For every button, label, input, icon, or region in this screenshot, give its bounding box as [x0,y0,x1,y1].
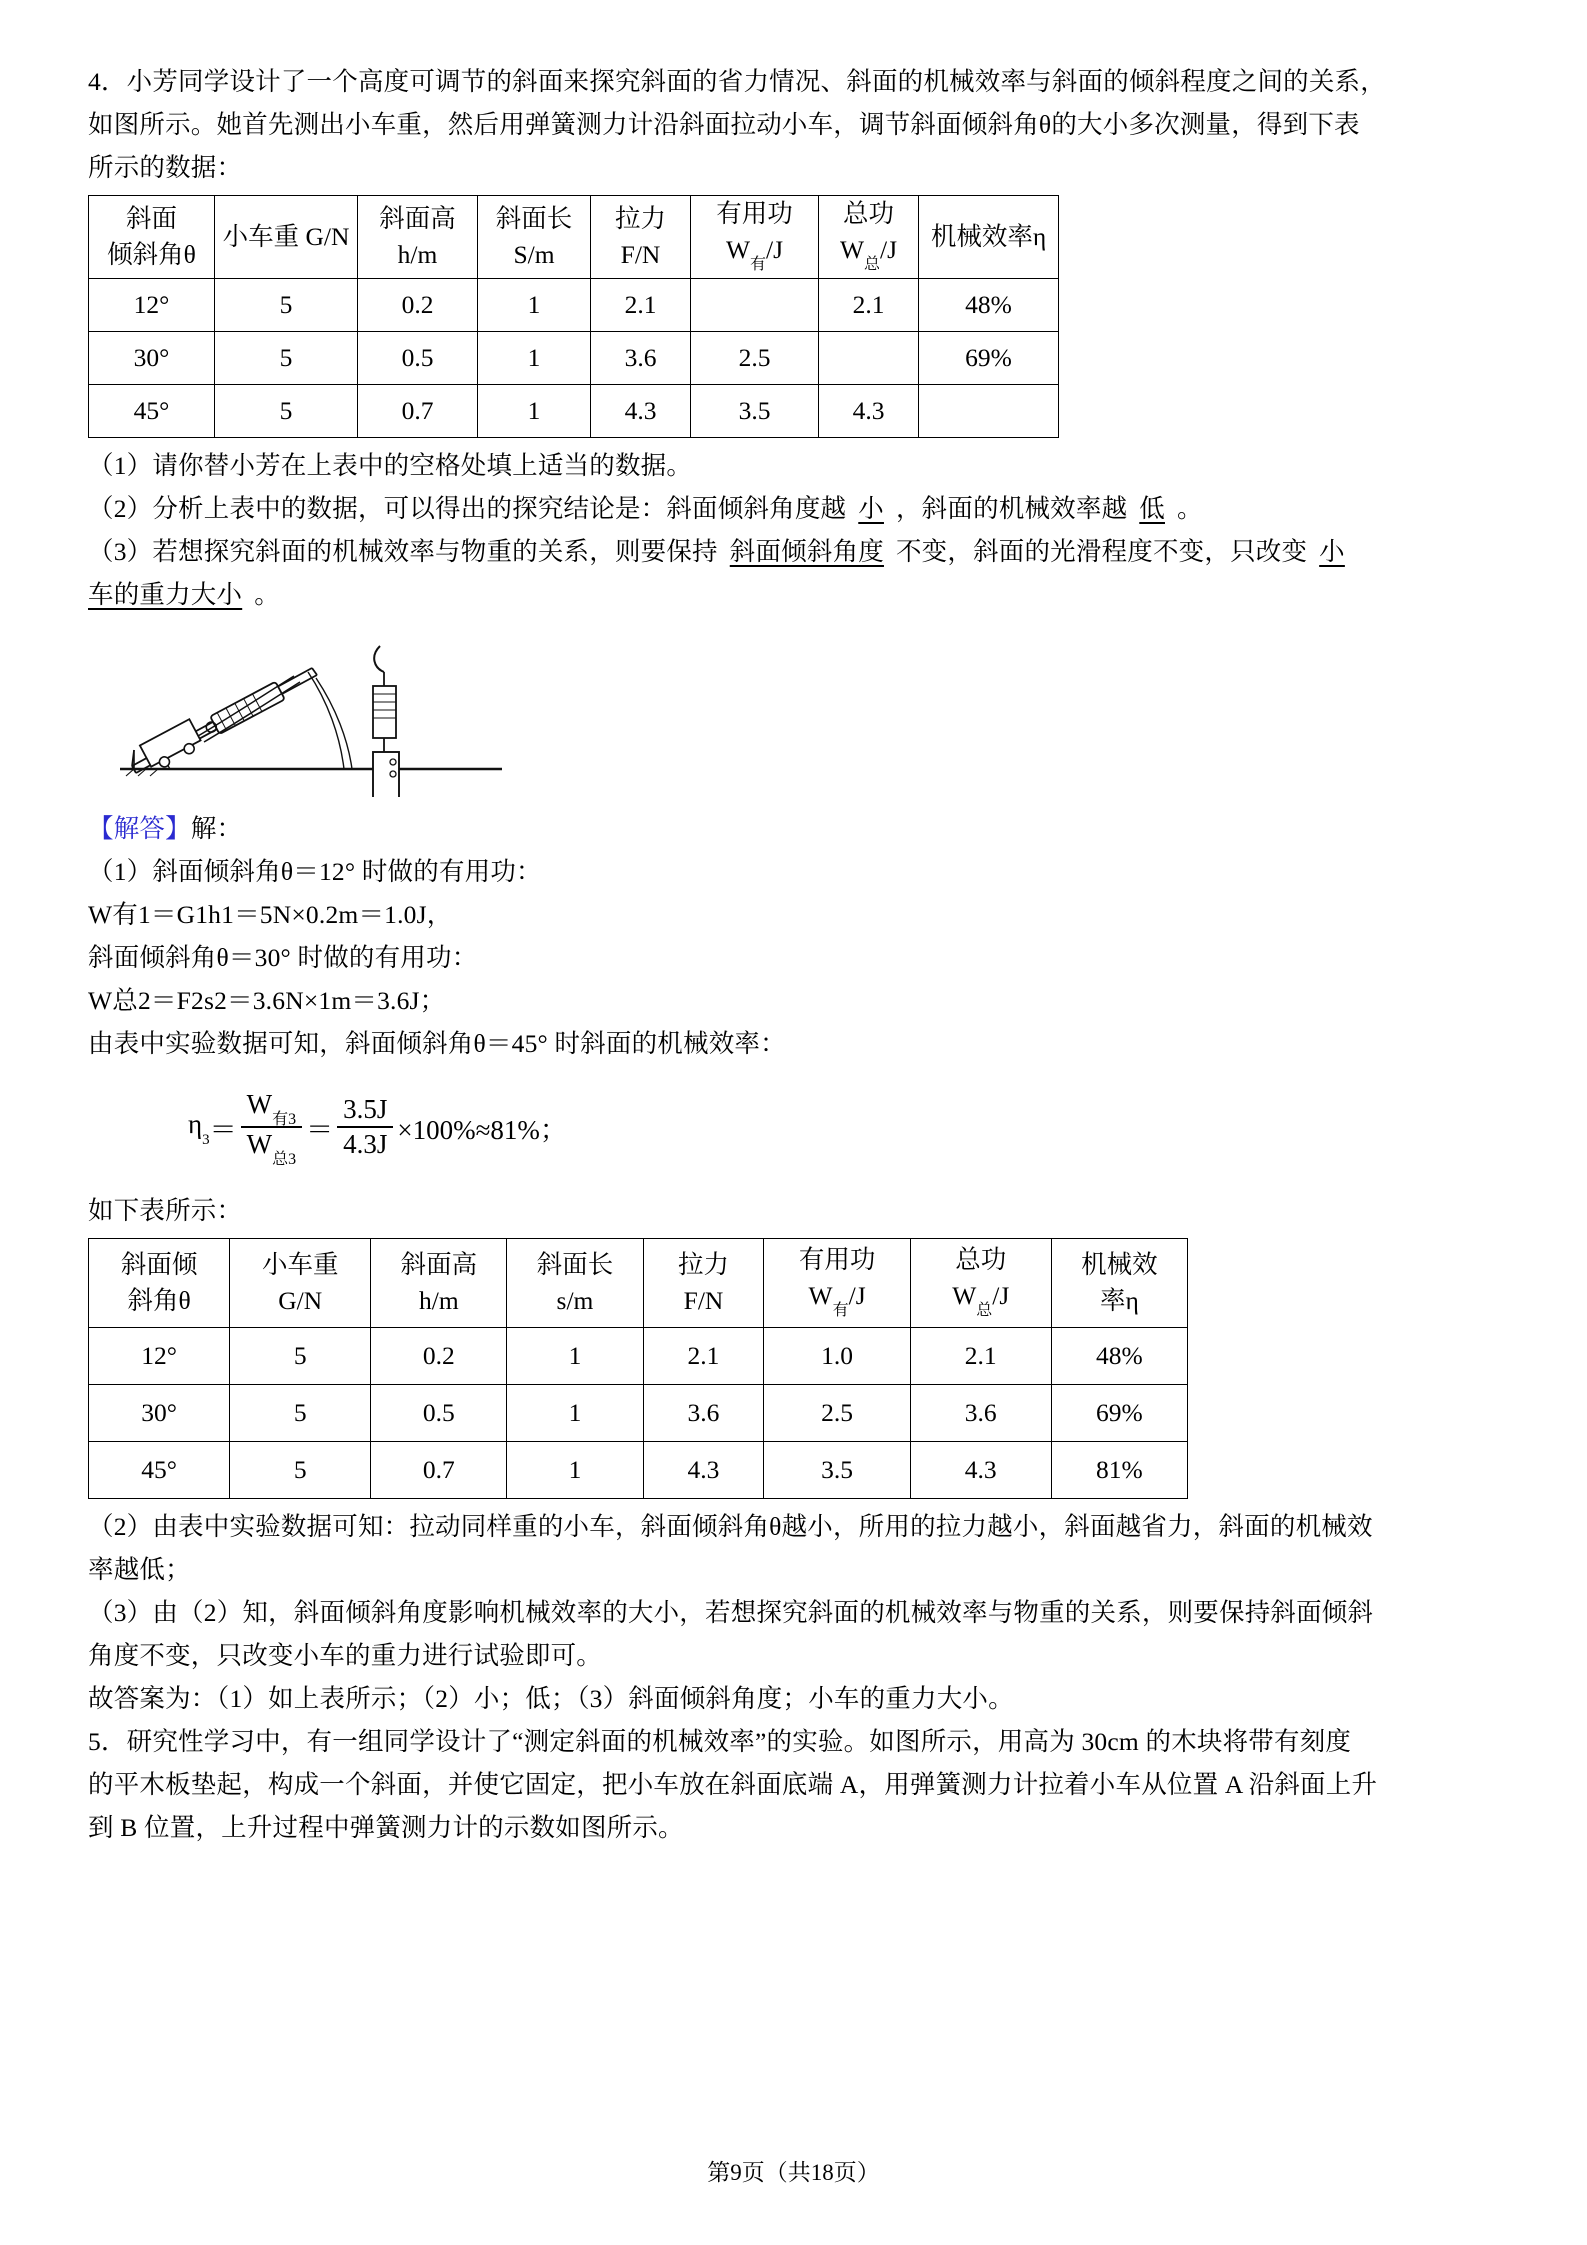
table-1-col-total-work: 总功 $W_总/J$ [819,196,919,279]
table-row [89,385,1059,438]
table-row [89,279,1059,332]
problem-4-stem-line-3: 所示的数据： [88,153,243,182]
q2-prefix: （2）分析上表中的数据，可以得出的探究结论是：斜面倾斜角度越 [88,494,847,524]
table-cell: 1 [507,1328,643,1385]
table-cell: 2.1 [910,1328,1051,1385]
table-cell: 0.5 [371,1385,507,1442]
table-cell: 48% [1051,1328,1187,1385]
table-cell-blank [819,332,919,385]
problem-4-stem-text-1: 小芳同学设计了一个高度可调节的斜面来探究斜面的省力情况、斜面的机械效率与斜面的倾斜程度之间的关系， [126,67,1386,96]
table-cell: 1 [507,1442,643,1499]
table-cell: 5 [230,1328,371,1385]
solution-answer-2-line-1: （2）由表中实验数据可知：拉动同样重的小车，斜面倾斜角θ越小，所用的拉力越小，斜面越省力，斜面的机械效 [88,1512,1373,1542]
table-2-col-weight: 小车重 G/N [230,1239,371,1328]
problem-4-block [88,60,1509,189]
solution-final-answer: 故答案为：（1）如上表所示；（2）小；低；（3）斜面倾斜角度；小车的重力大小。 [88,1684,1014,1714]
table-cell: 69% [919,332,1059,385]
table-cell: 0.2 [371,1328,507,1385]
q3-middle: 不变，斜面的光滑程度不变，只改变 [895,537,1308,567]
eta-symbol: $\eta_3$ [188,1109,210,1148]
solution-table-intro: 如下表所示： [88,1196,243,1226]
table-cell: 1 [507,1385,643,1442]
table-cell: 45° [89,385,215,438]
table-cell: 0.7 [358,385,478,438]
page-number-text: 第9页（共18页） [707,2160,880,2185]
q3-prefix: （3）若想探究斜面的机械效率与物重的关系，则要保持 [88,537,718,567]
fraction-denominator: $W_{总3}$ [246,1129,297,1169]
table-cell: 0.7 [371,1442,507,1499]
table-cell: 0.2 [358,279,478,332]
problem-4-question-3-cont [88,573,1509,616]
table-cell: 2.1 [591,279,691,332]
table-2-col-useful-work: 有用功 $W_有/J$ [764,1239,910,1328]
hanging-spring-scale [373,646,396,752]
table-cell: 2.5 [764,1385,910,1442]
table-2-col-angle: 斜面倾 斜角θ [89,1239,230,1328]
table-cell: 4.3 [591,385,691,438]
table-cell: 69% [1051,1385,1187,1442]
efficiency-formula [188,1079,1509,1175]
problem-4-number: 4． [88,67,127,96]
table-cell: 48% [919,279,1059,332]
experiment-data-table-2 [88,1238,1188,1499]
table-cell: 3.6 [910,1385,1051,1442]
problem-5-line-1: 5．研究性学习中，有一组同学设计了“测定斜面的机械效率”的实验。如图所示，用高为 30cm 的木块将带有刻度 [88,1727,1352,1757]
table-cell: 30° [89,332,215,385]
table-cell: 4.3 [643,1442,764,1499]
table-2-col-height: 斜面高 h/m [371,1239,507,1328]
fraction-numerator: $W_{有3}$ [241,1090,303,1128]
table-2-col-total-work: 总功 $W_总/J$ [910,1239,1051,1328]
hanging-weight [373,752,399,797]
table-cell: 45° [89,1442,230,1499]
table-cell: 1.0 [764,1328,910,1385]
hook-top [374,646,384,672]
problem-4-stem-line-1 [88,60,1509,103]
solution-header [88,807,1509,850]
table-cell: 81% [1051,1442,1187,1499]
table-row [89,1385,1188,1442]
experiment-data-table-1 [88,195,1059,438]
page-footer [0,2154,1587,2187]
table-cell: 3.6 [643,1385,764,1442]
table-cell: 3.6 [591,332,691,385]
table-1-col-efficiency: 机械效率η [919,196,1059,279]
table-cell: 30° [89,1385,230,1442]
table-cell: 2.1 [819,279,919,332]
table-cell: 12° [89,279,215,332]
table-cell: 1 [478,279,591,332]
q3-answer-2-part2: 车的重力大小 [88,580,243,610]
solution-line-5: 由表中实验数据可知，斜面倾斜角θ＝45° 时斜面的机械效率： [88,1029,786,1059]
table-1-header-row [89,196,1059,279]
table-cell: 3.5 [691,385,819,438]
table-1-col-force: 拉力 F/N [591,196,691,279]
inclined-plane-figure [112,632,532,797]
inclined-plane-diagram-svg [112,632,532,797]
formula-fraction-symbolic [241,1088,303,1169]
fraction-numerator-value: 3.5J [337,1095,393,1128]
formula-equals-1: ＝ [209,1114,237,1145]
problem-4-stem-line-2: 如图所示。她首先测出小车重，然后用弹簧测力计沿斜面拉动小车，调节斜面倾斜角θ的大小多次测量，得到下表 [88,110,1360,139]
problem-4-question-1: （1）请你替小芳在上表中的空格处填上适当的数据。 [88,451,693,481]
fraction-denominator-value: 4.3J [343,1129,388,1160]
table-cell-blank [919,385,1059,438]
q2-answer-1: 小 [858,494,884,524]
solution-line-1: （1）斜面倾斜角θ＝12° 时做的有用功： [88,857,542,887]
table-1-col-length: 斜面长 S/m [478,196,591,279]
table-2-header-row [89,1239,1188,1328]
solution-tag: 【解答】 [88,814,191,844]
table-cell: 5 [215,332,358,385]
table-2-col-length: 斜面长 s/m [507,1239,643,1328]
table-1-col-angle: 斜面 倾斜角θ [89,196,215,279]
table-row [89,1328,1188,1385]
table-cell: 1 [478,385,591,438]
table-cell: 4.3 [910,1442,1051,1499]
table-cell: 5 [215,385,358,438]
table-1-col-weight: 小车重 G/N [215,196,358,279]
problem-4-question-2 [88,487,1509,530]
cords [308,672,352,769]
table-cell: 1 [478,332,591,385]
table-1-col-useful-work: 有用功 $W_有/J$ [691,196,819,279]
table-cell-blank [691,279,819,332]
solution-answer-3-line-2: 角度不变，只改变小车的重力进行试验即可。 [88,1641,603,1671]
table-row [89,1442,1188,1499]
solution-line-2: W有1＝G1h1＝5N×0.2m＝1.0J， [88,900,453,930]
table-cell: 0.5 [358,332,478,385]
q3-answer-1: 斜面倾斜角度 [729,537,884,567]
solution-line-3: 斜面倾斜角θ＝30° 时做的有用功： [88,943,478,973]
q3-answer-2-part1: 小 [1319,537,1345,567]
table-cell: 5 [215,279,358,332]
table-cell: 2.5 [691,332,819,385]
problem-5-line-3: 到 B 位置，上升过程中弹簧测力计的示数如图所示。 [88,1813,684,1843]
solution-line-4: W总2＝F2s2＝3.6N×1m＝3.6J； [88,986,446,1016]
table-cell: 4.3 [819,385,919,438]
problem-5-line-2: 的平木板垫起，构成一个斜面，并使它固定，把小车放在斜面底端 A，用弹簧测力计拉着小车从位置 A 沿斜面上升 [88,1770,1378,1800]
q3-end: 。 [254,580,280,610]
formula-tail: ×100%≈81%； [397,1114,567,1145]
table-row [89,332,1059,385]
q2-answer-2: 低 [1139,494,1165,524]
cart-block [140,719,204,773]
table-2-col-force: 拉力 F/N [643,1239,764,1328]
table-cell: 2.1 [643,1328,764,1385]
solution-answer-2-line-2: 率越低； [88,1555,191,1585]
table-2-col-efficiency: 机械效 率η [1051,1239,1187,1328]
table-cell: 5 [230,1385,371,1442]
formula-equals-2: ＝ [306,1114,334,1145]
problem-4-question-3 [88,530,1509,573]
q2-middle: ，斜面的机械效率越 [895,494,1128,524]
table-cell: 12° [89,1328,230,1385]
formula-fraction-numeric [337,1095,393,1158]
solution-answer-3-line-1: （3）由（2）知，斜面倾斜角度影响机械效率的大小，若想探究斜面的机械效率与物重的关系，则要保持斜面倾斜 [88,1598,1374,1628]
table-cell: 5 [230,1442,371,1499]
table-1-col-height: 斜面高 h/m [358,196,478,279]
q2-end: 。 [1176,494,1203,524]
table-cell: 3.5 [764,1442,910,1499]
solution-tag-suffix: 解： [190,814,243,844]
